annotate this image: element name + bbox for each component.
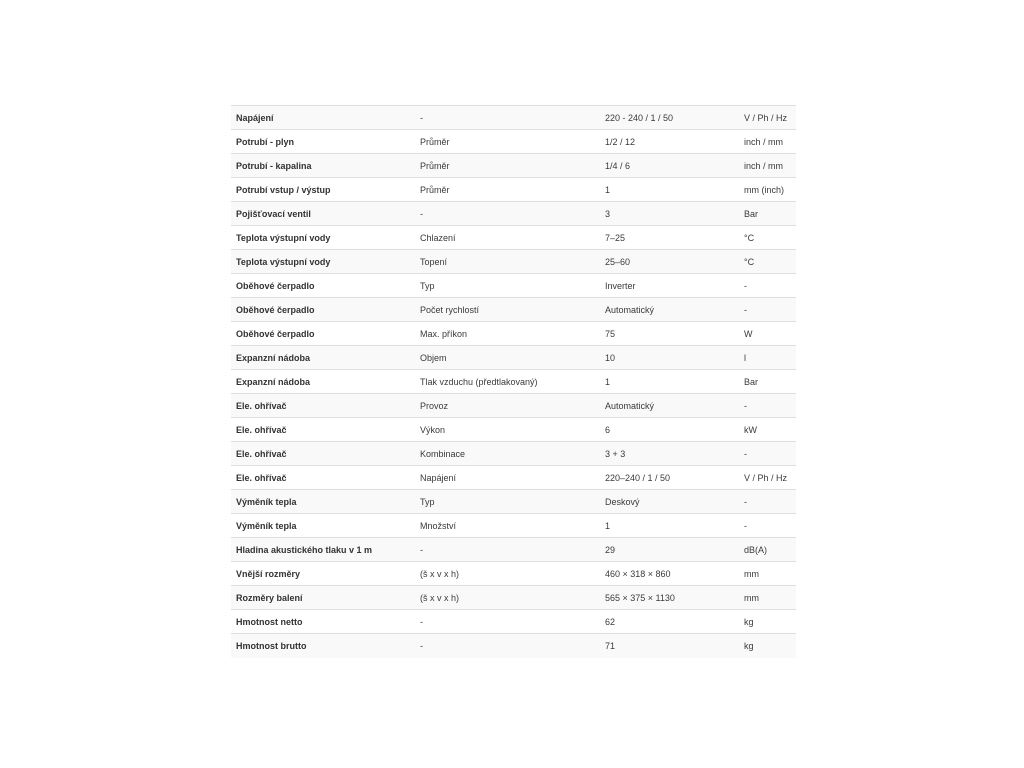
table-row: [231, 274, 796, 298]
parameter-name: Výměník tepla: [231, 490, 415, 514]
parameter-value: 71: [600, 634, 739, 658]
parameter-value: 6: [600, 418, 739, 442]
parameter-name: Oběhové čerpadlo: [231, 322, 415, 346]
parameter-unit: -: [739, 274, 796, 298]
parameter-unit: -: [739, 490, 796, 514]
parameter-unit: Bar: [739, 202, 796, 226]
parameter-unit: mm: [739, 586, 796, 610]
parameter-name: Pojišťovací ventil: [231, 202, 415, 226]
parameter-name: Ele. ohřívač: [231, 418, 415, 442]
parameter-condition: Provoz: [415, 394, 600, 418]
parameter-condition: Napájení: [415, 466, 600, 490]
parameter-condition: Výkon: [415, 418, 600, 442]
parameter-unit: inch / mm: [739, 130, 796, 154]
table-row: [231, 634, 796, 658]
table-row: [231, 418, 796, 442]
table-row: [231, 202, 796, 226]
parameter-condition: -: [415, 202, 600, 226]
parameter-value: 220 - 240 / 1 / 50: [600, 106, 739, 130]
parameter-name: Výměník tepla: [231, 514, 415, 538]
parameter-condition: -: [415, 610, 600, 634]
table-row: [231, 154, 796, 178]
parameter-unit: -: [739, 514, 796, 538]
spec-table-body: [231, 106, 796, 658]
parameter-condition: Tlak vzduchu (předtlakovaný): [415, 370, 600, 394]
table-row: [231, 130, 796, 154]
parameter-value: 3: [600, 202, 739, 226]
parameter-condition: Topení: [415, 250, 600, 274]
parameter-unit: l: [739, 346, 796, 370]
parameter-value: 10: [600, 346, 739, 370]
parameter-value: Inverter: [600, 274, 739, 298]
table-row: [231, 490, 796, 514]
table-row: [231, 370, 796, 394]
parameter-value: 1: [600, 178, 739, 202]
parameter-value: Automatický: [600, 394, 739, 418]
parameter-name: Teplota výstupní vody: [231, 226, 415, 250]
parameter-unit: °C: [739, 226, 796, 250]
parameter-name: Hladina akustického tlaku v 1 m: [231, 538, 415, 562]
parameter-name: Hmotnost brutto: [231, 634, 415, 658]
parameter-condition: Objem: [415, 346, 600, 370]
spec-table: [231, 105, 796, 658]
parameter-unit: Bar: [739, 370, 796, 394]
parameter-condition: Počet rychlostí: [415, 298, 600, 322]
parameter-value: 25–60: [600, 250, 739, 274]
parameter-unit: V / Ph / Hz: [739, 466, 796, 490]
table-row: [231, 178, 796, 202]
parameter-value: 460 × 318 × 860: [600, 562, 739, 586]
parameter-name: Ele. ohřívač: [231, 466, 415, 490]
parameter-condition: Průměr: [415, 130, 600, 154]
parameter-unit: kW: [739, 418, 796, 442]
parameter-condition: Množství: [415, 514, 600, 538]
parameter-name: Oběhové čerpadlo: [231, 274, 415, 298]
table-row: [231, 610, 796, 634]
parameter-unit: °C: [739, 250, 796, 274]
parameter-value: Deskový: [600, 490, 739, 514]
parameter-condition: Typ: [415, 274, 600, 298]
parameter-condition: (š x v x h): [415, 586, 600, 610]
parameter-name: Vnější rozměry: [231, 562, 415, 586]
parameter-condition: Kombinace: [415, 442, 600, 466]
parameter-name: Potrubí - plyn: [231, 130, 415, 154]
parameter-condition: Průměr: [415, 154, 600, 178]
parameter-value: 1: [600, 514, 739, 538]
parameter-name: Napájení: [231, 106, 415, 130]
parameter-value: 7–25: [600, 226, 739, 250]
table-row: [231, 250, 796, 274]
parameter-condition: -: [415, 106, 600, 130]
parameter-condition: -: [415, 538, 600, 562]
parameter-condition: Chlazení: [415, 226, 600, 250]
table-row: [231, 226, 796, 250]
parameter-value: 1/4 / 6: [600, 154, 739, 178]
parameter-value: 1: [600, 370, 739, 394]
parameter-condition: Průměr: [415, 178, 600, 202]
parameter-name: Expanzní nádoba: [231, 346, 415, 370]
parameter-value: 62: [600, 610, 739, 634]
table-row: [231, 466, 796, 490]
table-row: [231, 538, 796, 562]
parameter-unit: inch / mm: [739, 154, 796, 178]
parameter-unit: -: [739, 442, 796, 466]
parameter-value: 3 + 3: [600, 442, 739, 466]
table-row: [231, 322, 796, 346]
parameter-unit: mm: [739, 562, 796, 586]
parameter-unit: kg: [739, 634, 796, 658]
table-row: [231, 562, 796, 586]
parameter-name: Potrubí - kapalina: [231, 154, 415, 178]
parameter-unit: -: [739, 394, 796, 418]
parameter-value: 565 × 375 × 1130: [600, 586, 739, 610]
parameter-value: 1/2 / 12: [600, 130, 739, 154]
parameter-value: 29: [600, 538, 739, 562]
parameter-value: 220–240 / 1 / 50: [600, 466, 739, 490]
parameter-value: 75: [600, 322, 739, 346]
parameter-unit: mm (inch): [739, 178, 796, 202]
parameter-unit: -: [739, 298, 796, 322]
parameter-name: Teplota výstupní vody: [231, 250, 415, 274]
parameter-unit: W: [739, 322, 796, 346]
table-row: [231, 586, 796, 610]
parameter-name: Ele. ohřívač: [231, 394, 415, 418]
parameter-unit: kg: [739, 610, 796, 634]
parameter-name: Expanzní nádoba: [231, 370, 415, 394]
parameter-name: Rozměry balení: [231, 586, 415, 610]
parameter-name: Potrubí vstup / výstup: [231, 178, 415, 202]
table-row: [231, 442, 796, 466]
parameter-condition: Typ: [415, 490, 600, 514]
parameter-name: Ele. ohřívač: [231, 442, 415, 466]
table-row: [231, 346, 796, 370]
table-row: [231, 298, 796, 322]
table-row: [231, 394, 796, 418]
parameter-condition: (š x v x h): [415, 562, 600, 586]
table-row: [231, 106, 796, 130]
parameter-condition: -: [415, 634, 600, 658]
parameter-name: Hmotnost netto: [231, 610, 415, 634]
parameter-name: Oběhové čerpadlo: [231, 298, 415, 322]
parameter-condition: Max. příkon: [415, 322, 600, 346]
table-row: [231, 514, 796, 538]
parameter-value: Automatický: [600, 298, 739, 322]
parameter-unit: dB(A): [739, 538, 796, 562]
parameter-unit: V / Ph / Hz: [739, 106, 796, 130]
